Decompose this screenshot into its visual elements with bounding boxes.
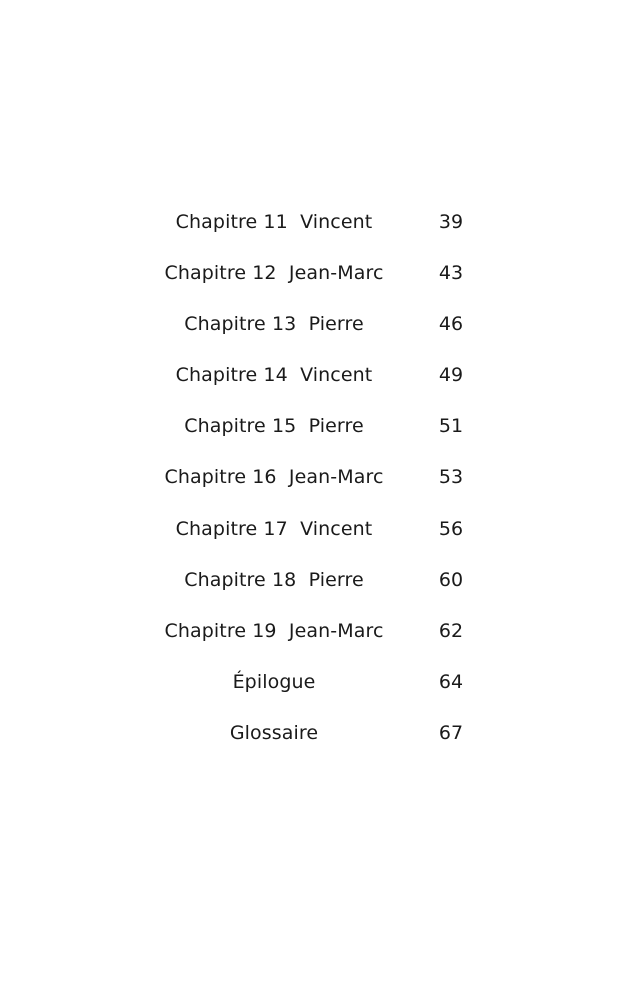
toc-entry-page: 51 [438,415,464,438]
toc-entry-title: Chapitre 12 Jean-Marc [164,262,384,285]
toc-entry-page: 64 [438,670,464,693]
toc-entry-page: 60 [438,568,464,591]
toc-entry [0,206,625,257]
toc-entry-title: Chapitre 19 Jean-Marc [164,619,384,642]
toc-entry-page: 56 [438,517,464,540]
toc-entry-title: Chapitre 13 Pierre [184,313,364,336]
toc-entry [0,615,625,666]
toc-entry-title: Chapitre 15 Pierre [184,415,364,438]
toc-entry-page: 46 [438,313,464,336]
toc-entry [0,461,625,512]
toc-entry-title: Chapitre 16 Jean-Marc [164,466,384,489]
toc-entry-page: 39 [438,211,464,233]
toc-entry-title: Chapitre 18 Pierre [184,568,364,591]
table-of-contents [0,206,625,768]
toc-entry-page: 62 [438,619,464,642]
toc-entry [0,666,625,717]
toc-entry [0,717,625,768]
toc-entry-page: 43 [438,262,464,285]
toc-entry-title: Épilogue [232,670,316,693]
toc-entry-title: Chapitre 11 Vincent [175,211,373,233]
toc-entry [0,513,625,564]
toc-entry-title: Chapitre 17 Vincent [175,517,373,540]
toc-entry [0,308,625,359]
toc-entry [0,257,625,308]
toc-entry-title: Glossaire [229,721,319,744]
toc-entry [0,359,625,410]
toc-entry-page: 67 [438,721,464,744]
toc-entry-page: 49 [438,364,464,387]
toc-entry-page: 53 [438,466,464,489]
toc-entry [0,410,625,461]
toc-entry-title: Chapitre 14 Vincent [175,364,373,387]
toc-entry [0,564,625,615]
